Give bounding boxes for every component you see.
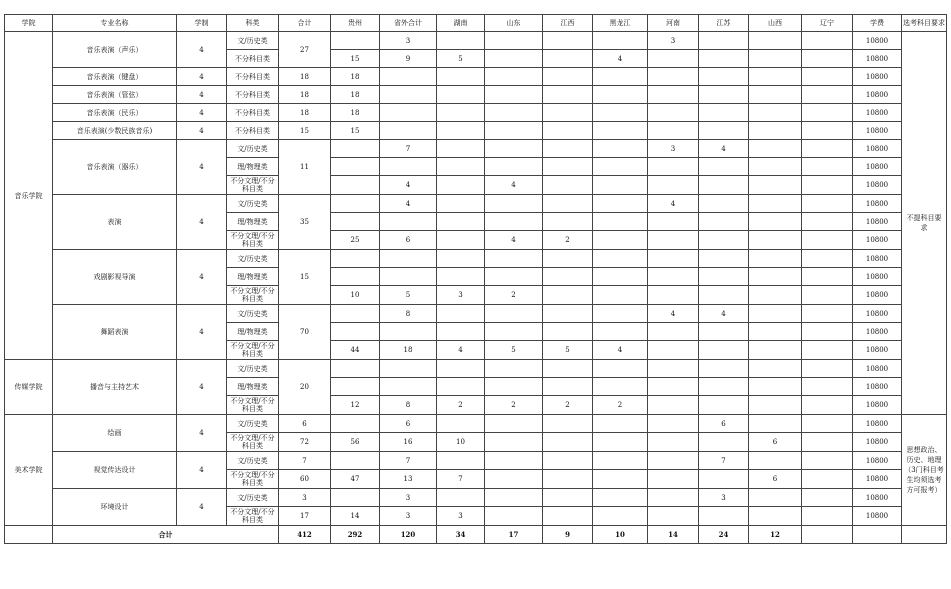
table-row [5, 360, 947, 378]
major-cell: 音乐表演(少数民族音乐) [53, 122, 177, 140]
enrollment-plan-table [4, 14, 947, 544]
shanxi-cell: 6 [749, 470, 802, 489]
shanxi-cell: 6 [749, 433, 802, 452]
total-cell: 17 [279, 507, 331, 526]
guizhou-cell: 10 [331, 286, 380, 305]
shandong-cell: 5 [485, 341, 543, 360]
table-row [5, 104, 947, 122]
header-cell: 科类 [227, 15, 279, 32]
outside-total-cell: 7 [380, 452, 437, 470]
total-cell: 15 [279, 122, 331, 140]
fee-cell: 10800 [853, 104, 902, 122]
outside-total-cell: 4 [380, 176, 437, 195]
hunan-cell: 3 [437, 507, 485, 526]
guizhou-cell: 47 [331, 470, 380, 489]
hunan-cell: 10 [437, 433, 485, 452]
header-cell: 黑龙江 [593, 15, 648, 32]
table-row [5, 122, 947, 140]
college-cell: 传媒学院 [5, 360, 53, 415]
type-cell: 理/物理类 [227, 378, 279, 396]
outside-total-cell: 9 [380, 50, 437, 68]
henan-cell: 4 [648, 305, 699, 323]
total-cell: 70 [279, 305, 331, 360]
duration-cell: 4 [177, 86, 227, 104]
outside-total-cell: 13 [380, 470, 437, 489]
header-row [5, 15, 947, 32]
type-cell: 不分科目类 [227, 50, 279, 68]
outside-total-cell: 16 [380, 433, 437, 452]
total-cell: 20 [279, 360, 331, 415]
header-cell: 专业名称 [53, 15, 177, 32]
type-cell: 文/历史类 [227, 250, 279, 268]
duration-cell: 4 [177, 104, 227, 122]
guizhou-cell: 56 [331, 433, 380, 452]
table-row [5, 452, 947, 470]
total-cell: 18 [279, 68, 331, 86]
table-row [5, 140, 947, 158]
fee-cell: 10800 [853, 68, 902, 86]
duration-cell: 4 [177, 68, 227, 86]
type-cell: 理/物理类 [227, 268, 279, 286]
college-cell: 音乐学院 [5, 32, 53, 360]
table-row [5, 305, 947, 323]
fee-cell: 10800 [853, 323, 902, 341]
fee-cell: 10800 [853, 140, 902, 158]
type-cell: 不分文理/不分科目类 [227, 470, 279, 489]
fee-cell: 10800 [853, 378, 902, 396]
hunan-cell: 4 [437, 341, 485, 360]
header-cell: 河南 [648, 15, 699, 32]
total-cell: 18 [279, 86, 331, 104]
duration-cell: 4 [177, 489, 227, 526]
enrollment-table-container [4, 14, 947, 544]
total-cell: 11 [279, 140, 331, 195]
guizhou-cell: 18 [331, 86, 380, 104]
total-cell: 6 [279, 415, 331, 433]
major-cell: 戏剧影视导演 [53, 250, 177, 305]
duration-cell: 4 [177, 32, 227, 68]
guizhou-cell: 25 [331, 231, 380, 250]
guizhou-cell: 18 [331, 68, 380, 86]
type-cell: 不分文理/不分科目类 [227, 286, 279, 305]
shanxi-total-cell: 12 [749, 526, 802, 544]
duration-cell: 4 [177, 122, 227, 140]
heilongjiang-cell: 2 [593, 396, 648, 415]
guizhou-total-cell: 292 [331, 526, 380, 544]
fee-cell: 10800 [853, 122, 902, 140]
jiangsu-cell: 7 [699, 452, 749, 470]
type-cell: 不分文理/不分科目类 [227, 176, 279, 195]
jiangsu-cell: 4 [699, 305, 749, 323]
fee-cell: 10800 [853, 286, 902, 305]
jiangsu-cell: 4 [699, 140, 749, 158]
header-cell: 山西 [749, 15, 802, 32]
major-cell: 视觉传达设计 [53, 452, 177, 489]
header-cell: 选考科目要求 [902, 15, 947, 32]
outside-total-cell: 3 [380, 507, 437, 526]
subject-requirement-cell: 思想政治、历史、地理（3门科目考生均须选考方可报考） [902, 415, 947, 526]
fee-cell: 10800 [853, 158, 902, 176]
jiangxi-cell: 5 [543, 341, 593, 360]
header-cell: 学制 [177, 15, 227, 32]
duration-cell: 4 [177, 415, 227, 452]
duration-cell: 4 [177, 305, 227, 360]
outside-total-cell: 5 [380, 286, 437, 305]
header-cell: 合计 [279, 15, 331, 32]
fee-cell: 10800 [853, 396, 902, 415]
header-cell: 学院 [5, 15, 53, 32]
shandong-cell: 2 [485, 286, 543, 305]
jiangsu-total-cell: 24 [699, 526, 749, 544]
table-row [5, 32, 947, 50]
total-row [5, 526, 947, 544]
major-cell: 表演 [53, 195, 177, 250]
college-cell: 美术学院 [5, 415, 53, 526]
fee-cell: 10800 [853, 489, 902, 507]
total-cell: 35 [279, 195, 331, 250]
hunan-cell: 7 [437, 470, 485, 489]
outside-total-cell: 4 [380, 195, 437, 213]
henan-total-cell: 14 [648, 526, 699, 544]
hunan-cell: 5 [437, 50, 485, 68]
duration-cell: 4 [177, 250, 227, 305]
fee-cell: 10800 [853, 433, 902, 452]
type-cell: 理/物理类 [227, 213, 279, 231]
jiangxi-cell: 2 [543, 396, 593, 415]
duration-cell: 4 [177, 195, 227, 250]
major-cell: 音乐表演（器乐） [53, 140, 177, 195]
major-cell: 绘画 [53, 415, 177, 452]
guizhou-cell: 18 [331, 104, 380, 122]
header-cell: 江苏 [699, 15, 749, 32]
fee-cell: 10800 [853, 305, 902, 323]
type-cell: 不分科目类 [227, 68, 279, 86]
major-cell: 播音与主持艺术 [53, 360, 177, 415]
total-cell: 72 [279, 433, 331, 452]
type-cell: 不分文理/不分科目类 [227, 396, 279, 415]
major-cell: 音乐表演（声乐） [53, 32, 177, 68]
type-cell: 理/物理类 [227, 323, 279, 341]
outside-total-cell: 18 [380, 341, 437, 360]
table-row [5, 415, 947, 433]
type-cell: 文/历史类 [227, 32, 279, 50]
header-cell: 山东 [485, 15, 543, 32]
table-row [5, 68, 947, 86]
heilongjiang-total-cell: 10 [593, 526, 648, 544]
outside-total-cell: 6 [380, 415, 437, 433]
hunan-total-cell: 34 [437, 526, 485, 544]
table-row [5, 195, 947, 213]
fee-cell: 10800 [853, 250, 902, 268]
shandong-total-cell: 17 [485, 526, 543, 544]
type-cell: 不分文理/不分科目类 [227, 433, 279, 452]
fee-cell: 10800 [853, 176, 902, 195]
hunan-cell: 3 [437, 286, 485, 305]
type-cell: 理/物理类 [227, 158, 279, 176]
major-cell: 音乐表演（管弦） [53, 86, 177, 104]
total-cell: 15 [279, 250, 331, 305]
jiangsu-cell: 3 [699, 489, 749, 507]
fee-cell: 10800 [853, 195, 902, 213]
total-cell: 60 [279, 470, 331, 489]
duration-cell: 4 [177, 360, 227, 415]
jiangxi-total-cell: 9 [543, 526, 593, 544]
fee-cell: 10800 [853, 268, 902, 286]
outside-total-sum-cell: 120 [380, 526, 437, 544]
table-row [5, 86, 947, 104]
type-cell: 不分文理/不分科目类 [227, 507, 279, 526]
guizhou-cell: 44 [331, 341, 380, 360]
hunan-cell: 2 [437, 396, 485, 415]
henan-cell: 3 [648, 32, 699, 50]
type-cell: 文/历史类 [227, 360, 279, 378]
table-row [5, 489, 947, 507]
shandong-cell: 4 [485, 231, 543, 250]
major-cell: 音乐表演（民乐） [53, 104, 177, 122]
outside-total-cell: 7 [380, 140, 437, 158]
total-label: 合计 [53, 526, 279, 544]
guizhou-cell: 15 [331, 50, 380, 68]
heilongjiang-cell: 4 [593, 50, 648, 68]
fee-cell: 10800 [853, 415, 902, 433]
major-cell: 环境设计 [53, 489, 177, 526]
header-cell: 辽宁 [802, 15, 853, 32]
type-cell: 不分文理/不分科目类 [227, 231, 279, 250]
type-cell: 不分科目类 [227, 104, 279, 122]
type-cell: 不分科目类 [227, 86, 279, 104]
total-cell: 7 [279, 452, 331, 470]
fee-cell: 10800 [853, 86, 902, 104]
outside-total-cell: 3 [380, 489, 437, 507]
total-cell: 3 [279, 489, 331, 507]
table-row [5, 250, 947, 268]
duration-cell: 4 [177, 452, 227, 489]
major-cell: 舞蹈表演 [53, 305, 177, 360]
type-cell: 文/历史类 [227, 140, 279, 158]
fee-cell: 10800 [853, 507, 902, 526]
fee-cell: 10800 [853, 452, 902, 470]
header-cell: 学费 [853, 15, 902, 32]
fee-cell: 10800 [853, 231, 902, 250]
grand-total-cell: 412 [279, 526, 331, 544]
duration-cell: 4 [177, 140, 227, 195]
type-cell: 不分文理/不分科目类 [227, 341, 279, 360]
fee-cell: 10800 [853, 341, 902, 360]
outside-total-cell: 6 [380, 231, 437, 250]
header-cell: 省外合计 [380, 15, 437, 32]
jiangxi-cell: 2 [543, 231, 593, 250]
header-cell: 湖南 [437, 15, 485, 32]
type-cell: 不分科目类 [227, 122, 279, 140]
fee-cell: 10800 [853, 213, 902, 231]
heilongjiang-cell: 4 [593, 341, 648, 360]
fee-cell: 10800 [853, 470, 902, 489]
jiangsu-cell: 6 [699, 415, 749, 433]
type-cell: 文/历史类 [227, 415, 279, 433]
fee-cell: 10800 [853, 50, 902, 68]
shandong-cell: 2 [485, 396, 543, 415]
header-cell: 贵州 [331, 15, 380, 32]
henan-cell: 3 [648, 140, 699, 158]
outside-total-cell: 8 [380, 305, 437, 323]
type-cell: 文/历史类 [227, 489, 279, 507]
fee-cell: 10800 [853, 360, 902, 378]
total-cell: 27 [279, 32, 331, 68]
shandong-cell: 4 [485, 176, 543, 195]
major-cell: 音乐表演（键盘） [53, 68, 177, 86]
type-cell: 文/历史类 [227, 305, 279, 323]
henan-cell: 4 [648, 195, 699, 213]
type-cell: 文/历史类 [227, 195, 279, 213]
header-cell: 江西 [543, 15, 593, 32]
fee-cell: 10800 [853, 32, 902, 50]
outside-total-cell: 3 [380, 32, 437, 50]
subject-requirement-cell: 不提科目要求 [902, 32, 947, 415]
outside-total-cell: 8 [380, 396, 437, 415]
guizhou-cell: 12 [331, 396, 380, 415]
guizhou-cell: 15 [331, 122, 380, 140]
guizhou-cell: 14 [331, 507, 380, 526]
type-cell: 文/历史类 [227, 452, 279, 470]
total-cell: 18 [279, 104, 331, 122]
